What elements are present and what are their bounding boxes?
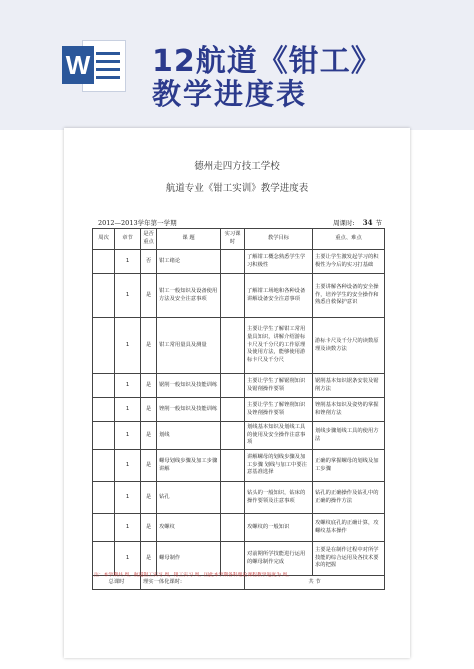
word-document-icon (62, 32, 126, 98)
table-cell: 是 (141, 482, 157, 514)
table-row (93, 482, 385, 514)
table-cell: 1 (115, 422, 141, 450)
table-cell: 1 (115, 450, 141, 482)
table-cell: 钳工绪论 (157, 250, 221, 274)
table-cell: 是 (141, 422, 157, 450)
table-cell: 1 (115, 482, 141, 514)
table-cell (93, 422, 115, 450)
table-cell: 是 (141, 374, 157, 398)
banner-title-line-1: 12航道《钳工》 (152, 44, 382, 79)
col-practice: 实习课时 (221, 229, 245, 250)
table-row (93, 318, 385, 374)
table-cell (221, 398, 245, 422)
table-cell: 是 (141, 318, 157, 374)
table-cell: 划线步骤划线工具的使用方法 (313, 422, 385, 450)
table-cell (93, 274, 115, 318)
table-cell (93, 450, 115, 482)
table-cell (221, 482, 245, 514)
schedule-table (92, 228, 385, 590)
table-cell: 游标卡尺及千分尺的读数原理及读数方法 (313, 318, 385, 374)
table-cell: 钳工一般知识及设备使用方法及安全注意事项 (157, 274, 221, 318)
table-cell: 否 (141, 250, 157, 274)
table-cell (93, 398, 115, 422)
table-cell (221, 274, 245, 318)
table-cell: 1 (115, 514, 141, 542)
table-cell (93, 250, 115, 274)
footnote: 注：本学期共 周，航道钳工实习 周，钳工实习 周，因此本学期各科理论课程教学进度为 周。 (94, 573, 292, 578)
table-cell (221, 318, 245, 374)
table-cell (93, 514, 115, 542)
table-cell: 划线 (157, 422, 221, 450)
table-cell: 主要让学生了解锉削知识及锉削操作要领 (245, 398, 313, 422)
table-cell (221, 514, 245, 542)
table-cell: 是 (141, 398, 157, 422)
table-cell (93, 482, 115, 514)
table-row (93, 250, 385, 274)
table-cell: 1 (115, 250, 141, 274)
table-row (93, 274, 385, 318)
table-cell: 锯削基本知识锯条安装及锯削方法 (313, 374, 385, 398)
table-cell: 钻孔 (157, 482, 221, 514)
table-cell: 锉削一般知识及技能训练 (157, 398, 221, 422)
table-cell: 螺母制作 (157, 542, 221, 576)
table-row (93, 514, 385, 542)
table-cell (221, 250, 245, 274)
table-cell: 主要让学生了解钳工常用量具知识，讲解介绍游标卡尺及千分尺的工作原理及使用方法，能够使用游标卡尺及千分尺 (245, 318, 313, 374)
table-cell: 讲解螺母的划线步骤及加工步骤 划线与加工中要注意基准选择 (245, 450, 313, 482)
table-cell: 划线基本知识及划线工具的使用及安全操作注意事项 (245, 422, 313, 450)
table-cell: 锉削基本知识及姿势的掌握和锉削方法 (313, 398, 385, 422)
table-cell: 主要是在制作过程中对所学技能的综合运用及各技术要求的把握 (313, 542, 385, 576)
theory-hours-label: 理实一体化课时: (141, 576, 245, 590)
table-row (93, 398, 385, 422)
table-cell: 攻螺纹的一般知识 (245, 514, 313, 542)
table-cell: 锯削一般知识及技能训练 (157, 374, 221, 398)
table-cell (93, 318, 115, 374)
col-chapter: 章节 (115, 229, 141, 250)
table-cell: 是 (141, 514, 157, 542)
semester-label: 2012—2013学年第一学期 (98, 219, 177, 227)
table-cell: 主要让学生激发起学习的积极性为今后的实习打基础 (313, 250, 385, 274)
table-cell: 钻头的一般知识，钻床的操作要领及注意事项 (245, 482, 313, 514)
col-week: 周次 (93, 229, 115, 250)
table-cell: 了解钳工概念熟悉学生学习积极性 (245, 250, 313, 274)
document-page (64, 128, 410, 658)
table-cell: 主要让学生了解锯削知识及锯削操作要领 (245, 374, 313, 398)
document-title: 航道专业《钳工实训》教学进度表 (165, 183, 309, 194)
total-count: 共 节 (245, 576, 385, 590)
table-cell: 钻孔的正确操作及钻孔中的正确的操作方法 (313, 482, 385, 514)
table-cell: 攻螺纹 (157, 514, 221, 542)
table-header-row (93, 229, 385, 250)
table-cell: 是 (141, 450, 157, 482)
table-cell: 1 (115, 274, 141, 318)
col-points: 重点、难点 (313, 229, 385, 250)
table-cell: 了解钳工场地和各种设备 讲解设备安全注意事项 (245, 274, 313, 318)
table-cell: 攻螺纹底孔的正确计算，攻螺纹基本操作 (313, 514, 385, 542)
table-cell (93, 374, 115, 398)
table-cell: 是 (141, 542, 157, 576)
col-key: 是否重点 (141, 229, 157, 250)
weekly-hours: 周课时: 34 节 (333, 218, 382, 227)
table-row (93, 374, 385, 398)
total-hours-label: 总课时 (93, 576, 141, 590)
table-cell: 是 (141, 274, 157, 318)
word-letter-tile: W (62, 46, 94, 84)
table-cell: 主要讲解各种设备的安全操作，培养学生的安全操作和熟悉自救保护意识 (313, 274, 385, 318)
table-cell: 1 (115, 318, 141, 374)
table-cell: 1 (115, 398, 141, 422)
col-goal: 教学目标 (245, 229, 313, 250)
table-cell: 1 (115, 542, 141, 576)
banner-title-line-2: 教学进度表 (152, 77, 308, 111)
table-cell (221, 450, 245, 482)
table-cell: 正确的掌握螺母的划线及加工步骤 (313, 450, 385, 482)
table-cell (221, 374, 245, 398)
table-row (93, 450, 385, 482)
table-cell: 钳工常用量具及测量 (157, 318, 221, 374)
table-row (93, 422, 385, 450)
table-cell: 1 (115, 374, 141, 398)
table-cell (221, 422, 245, 450)
table-cell: 螺母划线步骤及加工步骤讲解 (157, 450, 221, 482)
school-name: 德州走四方技工学校 (194, 161, 280, 172)
table-cell: 对前期所学技能进行运用的螺母制作完成 (245, 542, 313, 576)
col-topic: 课 题 (157, 229, 221, 250)
